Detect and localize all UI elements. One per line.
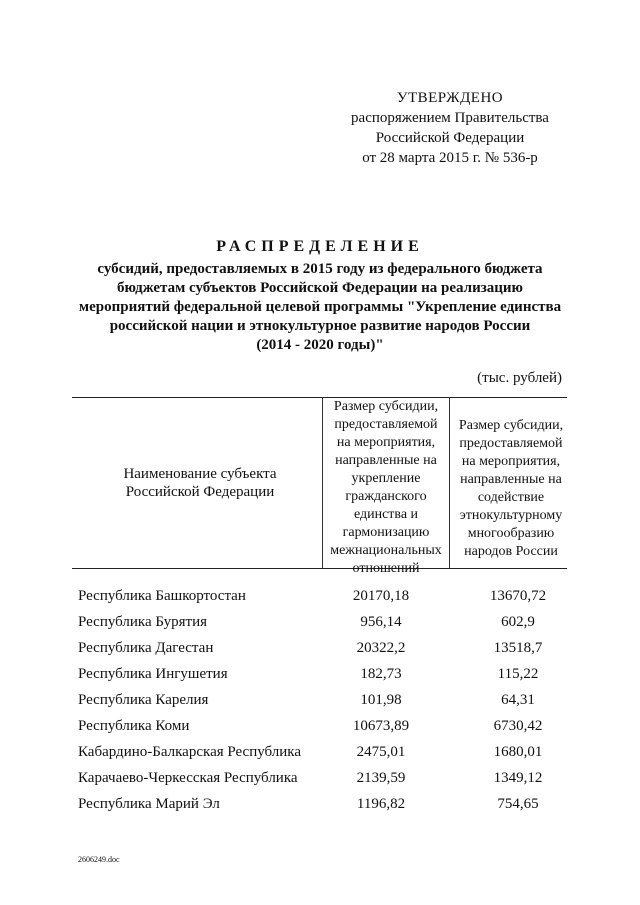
- heading-line-4: российской нации и этнокультурное развитие народов России: [109, 318, 531, 334]
- header-col2-line: народов России: [464, 544, 558, 559]
- header-col-2: [450, 417, 572, 561]
- table-row: [78, 584, 568, 610]
- row-value-2: 1680,01: [493, 744, 543, 760]
- file-name-footer: 2606249.doc: [78, 855, 120, 864]
- row-value-1: 2139,59: [356, 770, 406, 786]
- header-name-line-1: Наименование субъекта: [123, 466, 277, 482]
- units-label: (тыс. рублей): [477, 370, 562, 386]
- row-name: Республика Бурятия: [78, 614, 208, 630]
- row-value-1: 2475,01: [356, 744, 406, 760]
- header-name: [90, 465, 310, 501]
- table-header-bottom-border: [72, 568, 567, 569]
- document-heading: [60, 238, 580, 355]
- header-col2-line: многообразию: [467, 526, 555, 541]
- row-value-1: 1196,82: [356, 796, 406, 812]
- approval-title: УТВЕРЖДЕНО: [396, 90, 504, 106]
- table-row: [78, 740, 568, 766]
- row-value-1: 20170,18: [352, 588, 410, 604]
- row-value-2: 6730,42: [493, 718, 543, 734]
- row-value-1: 20322,2: [356, 640, 406, 656]
- header-col2-line: направленные на: [460, 472, 562, 487]
- header-col1-line: направленные на: [335, 453, 437, 468]
- table-row: [78, 766, 568, 792]
- row-name: Республика Карелия: [78, 692, 209, 708]
- document-title: РАСПРЕДЕЛЕНИЕ: [216, 238, 424, 255]
- header-col2-line: предоставляемой: [459, 436, 563, 451]
- row-name: Республика Марий Эл: [78, 796, 220, 812]
- row-value-1: 956,14: [360, 614, 402, 630]
- approval-line-3: от 28 марта 2015 г. № 536-р: [362, 150, 538, 166]
- header-col-1: [323, 398, 449, 578]
- heading-line-5: (2014 - 2020 годы)": [256, 337, 384, 353]
- approval-line-1: распоряжением Правительства: [351, 110, 549, 126]
- header-col1-line: гармонизацию: [342, 525, 430, 540]
- row-name: Республика Коми: [78, 718, 190, 734]
- table-row: [78, 688, 568, 714]
- header-col2-line: этнокультурному: [459, 508, 563, 523]
- header-col1-line: единства и: [353, 507, 419, 522]
- header-col1-line: предоставляемой: [334, 417, 438, 432]
- row-name: Республика Дагестан: [78, 640, 214, 656]
- header-col1-line: укрепление: [351, 471, 421, 486]
- row-value-1: 182,73: [360, 666, 402, 682]
- row-value-2: 13518,7: [493, 640, 543, 656]
- header-col1-line: Размер субсидии,: [333, 399, 439, 414]
- table-row: [78, 792, 568, 818]
- row-value-2: 13670,72: [489, 588, 547, 604]
- table-top-border: [72, 397, 567, 398]
- table-row: [78, 714, 568, 740]
- heading-line-3: мероприятий федеральной целевой программы "Укрепление единства: [78, 299, 562, 315]
- row-name: Республика Башкортостан: [78, 588, 246, 604]
- header-col2-line: содействие: [477, 490, 545, 505]
- heading-line-1: субсидий, предоставляемых в 2015 году из федерального бюджета: [97, 261, 543, 277]
- header-col1-line: межнациональных: [330, 543, 442, 558]
- row-value-1: 101,98: [360, 692, 402, 708]
- row-value-2: 64,31: [501, 692, 535, 708]
- row-name: Карачаево-Черкесская Республика: [78, 770, 298, 786]
- table-row: [78, 662, 568, 688]
- row-value-2: 1349,12: [493, 770, 543, 786]
- row-value-2: 602,9: [501, 614, 535, 630]
- header-col2-line: Размер субсидии,: [458, 418, 564, 433]
- table-row: [78, 610, 568, 636]
- header-col2-line: на мероприятия,: [461, 454, 561, 469]
- table-body: [78, 584, 568, 818]
- row-value-2: 115,22: [497, 666, 539, 682]
- header-col1-line: на мероприятия,: [336, 435, 436, 450]
- row-name: Кабардино-Балкарская Республика: [78, 744, 302, 760]
- row-name: Республика Ингушетия: [78, 666, 228, 682]
- heading-line-2: бюджетам субъектов Российской Федерации на реализацию: [117, 280, 523, 296]
- header-col1-line: отношений: [352, 561, 420, 576]
- row-value-1: 10673,89: [352, 718, 410, 734]
- table-row: [78, 636, 568, 662]
- row-value-2: 754,65: [497, 796, 539, 812]
- approval-block: [340, 88, 560, 168]
- header-name-line-2: Российской Федерации: [125, 484, 275, 500]
- approval-line-2: Российской Федерации: [375, 130, 525, 146]
- header-col1-line: гражданского: [345, 489, 427, 504]
